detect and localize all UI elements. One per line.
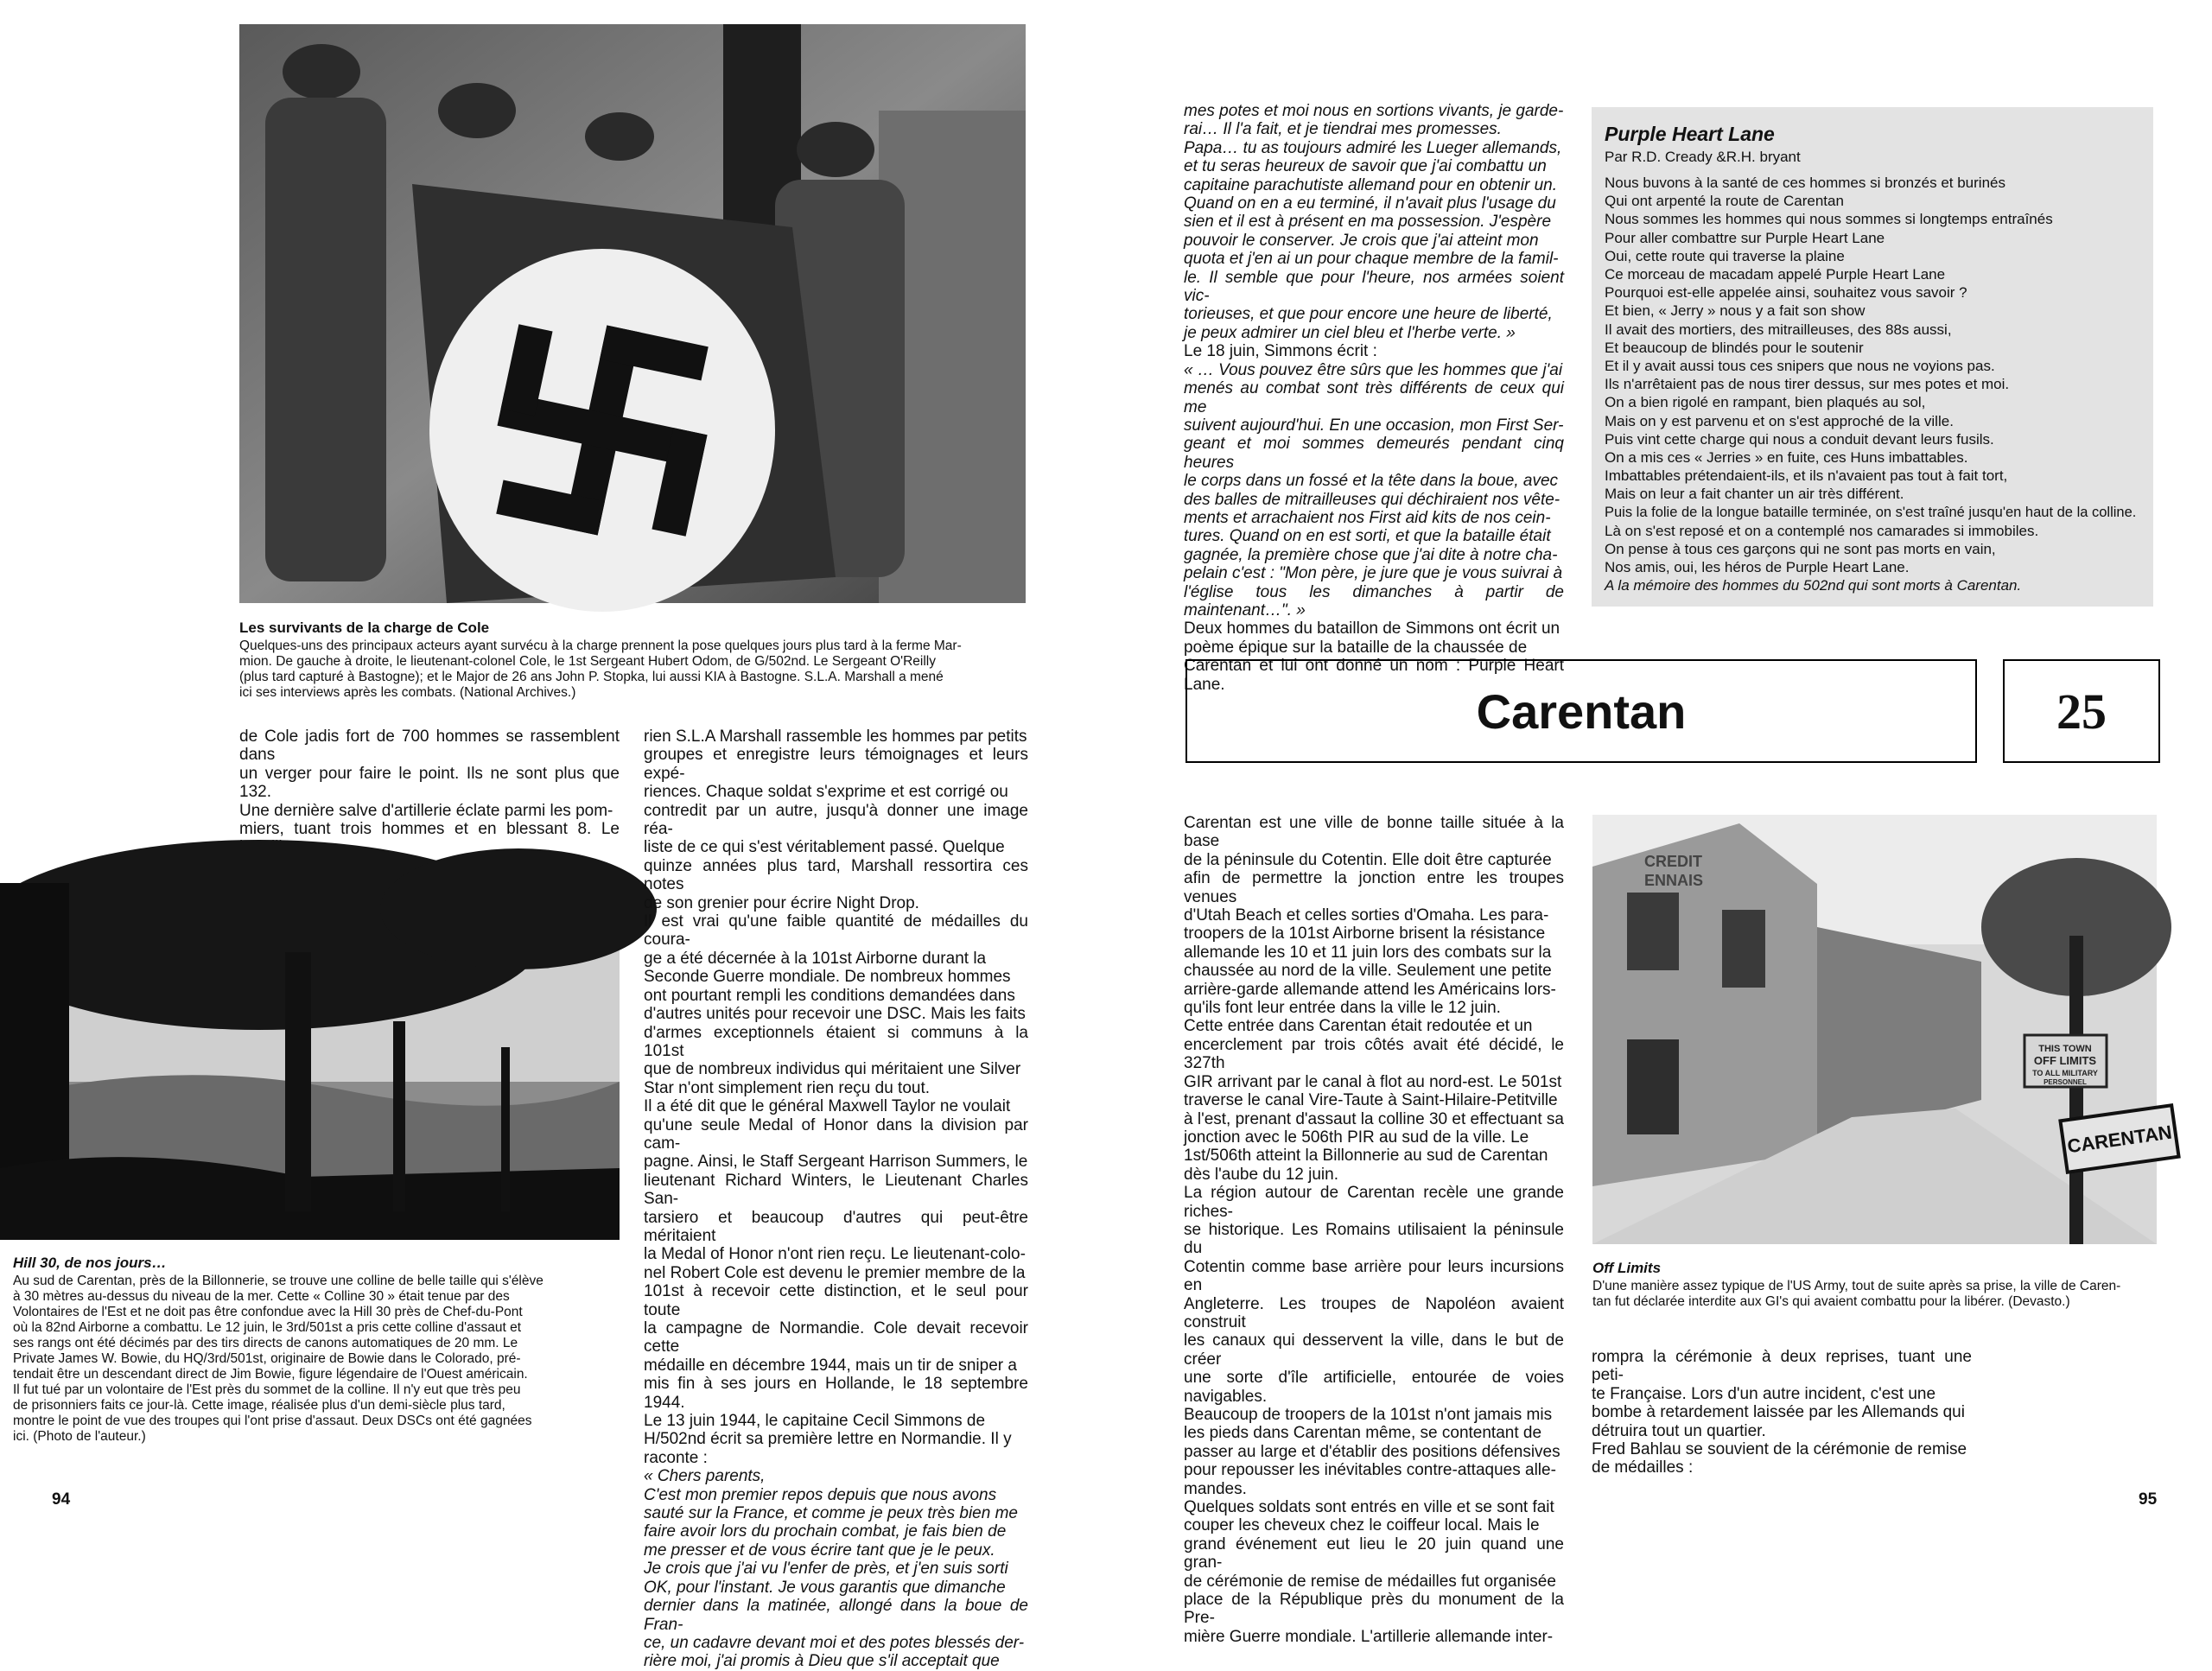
text-line: de médailles : bbox=[1592, 1458, 1694, 1477]
text-line: rien S.L.A Marshall rassemble les hommes par petits bbox=[644, 727, 1027, 746]
text-line: bombe à retardement laissée par les Allemands qui bbox=[1592, 1403, 1965, 1422]
text-line: couper les cheveux chez le coiffeur local. Mais le bbox=[1184, 1516, 1540, 1535]
text-line: H/502nd écrit sa première lettre en Normandie. Il y bbox=[644, 1430, 1012, 1449]
text-line: nel Robert Cole est devenu le premier membre de la bbox=[644, 1263, 1026, 1282]
caption-line: Quelques-uns des principaux acteurs ayant survécu à la charge prennent la pose quelques jours plus tard à la ferme Mar- bbox=[239, 639, 962, 653]
text-line: ge a été décernée à la 101st Airborne durant la bbox=[644, 949, 987, 968]
poem-line: Qui ont arpenté la route de Carentan bbox=[1605, 193, 1844, 210]
poem-dedication: A la mémoire des hommes du 502nd qui sont morts à Carentan. bbox=[1605, 577, 2022, 594]
text-line: pagne. Ainsi, le Staff Sergeant Harrison Summers, le bbox=[644, 1153, 1028, 1172]
photo2-caption bbox=[13, 1274, 626, 1445]
text-line: de la péninsule du Cotentin. Elle doit être capturée bbox=[1184, 850, 1552, 869]
text-line: la Medal of Honor n'ont rien reçu. Le lieutenant-colo- bbox=[644, 1245, 1026, 1264]
poem-body bbox=[1605, 174, 2149, 595]
text-line: liste de ce qui s'est véritablement passé. Quelque bbox=[644, 838, 1005, 857]
text-line: afin de permettre la jonction entre les troupes venues bbox=[1184, 869, 1564, 906]
text-line: quinze années plus tard, Marshall ressortira ces notes bbox=[644, 856, 1028, 894]
text-line: groupes et enregistre leurs témoignages et leurs expé- bbox=[644, 746, 1028, 783]
text-line: grand événement eut lieu le 20 juin quand une gran- bbox=[1184, 1534, 1564, 1573]
poem-sidebar bbox=[1592, 107, 2153, 607]
text-line: mes potes et moi nous en sortions vivants, je garde- bbox=[1184, 102, 1564, 120]
text-line: quota et j'en ai un pour chaque membre de la famil- bbox=[1184, 250, 1559, 269]
caption-line: à 30 mètres au-dessus du niveau de la mer. Cette « Colline 30 » était tenue par des bbox=[13, 1289, 510, 1304]
text-line: détruira tout un quartier. bbox=[1592, 1421, 1766, 1440]
text-line: C'est mon premier repos depuis que nous avons bbox=[644, 1485, 997, 1504]
caption-line: Au sud de Carentan, près de la Billonnerie, se trouve une colline de belle taille qui s'élève bbox=[13, 1274, 543, 1288]
text-line: rompra la cérémonie à deux reprises, tuant une peti- bbox=[1592, 1348, 1972, 1385]
text-line: menés au combat sont très différents de ceux qui me bbox=[1184, 379, 1564, 416]
text-line: te Française. Lors d'un autre incident, c'est une bbox=[1592, 1384, 1936, 1403]
text-line: Angleterre. Les troupes de Napoléon avaient construit bbox=[1184, 1294, 1564, 1331]
text-line: jonction avec le 506th PIR au sud de la ville. Le bbox=[1184, 1128, 1529, 1147]
text-line: ments et arrachaient nos First aid kits de nos cein- bbox=[1184, 508, 1551, 527]
text-line: 101st à recevoir cette distinction, et le seul pour toute bbox=[644, 1282, 1028, 1319]
poem-line: Il avait des mortiers, des mitrailleuses, des 88s aussi, bbox=[1605, 321, 1952, 338]
page-number-left: 94 bbox=[52, 1490, 71, 1509]
text-line: les pieds dans Carentan même, se contentant de bbox=[1184, 1424, 1542, 1443]
photo1-caption-title: Les survivants de la charge de Cole bbox=[239, 619, 490, 636]
text-line: pouvoir le conserver. Je crois que j'ai atteint mon bbox=[1184, 231, 1539, 250]
text-line: d'armes exceptionnels étaient si communs à la 101st bbox=[644, 1023, 1028, 1060]
caption-line: tan fut déclarée interdite aux GI's qui avaient combattu pour la libérer. (Devasto.) bbox=[1592, 1294, 2070, 1309]
photo3-caption-title: Off Limits bbox=[1592, 1260, 1662, 1276]
text-line: capitaine parachutiste allemand pour en obtenir un. bbox=[1184, 175, 1558, 194]
text-line: de cérémonie de remise de médailles fut organisée bbox=[1184, 1572, 1556, 1591]
poem-title: Purple Heart Lane bbox=[1605, 123, 1775, 145]
text-line: tures. Quand on en est sorti, et que la bataille était bbox=[1184, 527, 1551, 546]
poem-line: Puis la folie de la longue bataille terminée, on s'est traîné jusqu'en haut de la colline. bbox=[1605, 504, 2137, 520]
text-line: Cotentin comme base arrière pour leurs incursions en bbox=[1184, 1257, 1564, 1295]
caption-line: ici ses interviews après les combats. (National Archives.) bbox=[239, 685, 576, 700]
text-line: Star n'ont simplement rien reçu du tout. bbox=[644, 1078, 931, 1097]
text-line: les canaux qui desservent la ville, dans le but de créer bbox=[1184, 1331, 1564, 1369]
text-line: rière moi, j'ai promis à Dieu que s'il acceptait que bbox=[644, 1652, 1000, 1671]
text-line: d'autres unités pour recevoir une DSC. Mais les faits bbox=[644, 1005, 1026, 1024]
poem-line: Nous sommes les hommes qui nous sommes si longtemps entraînés bbox=[1605, 211, 2053, 228]
text-line: se historique. Les Romains utilisaient la péninsule du bbox=[1184, 1220, 1564, 1258]
text-line: mière Guerre mondiale. L'artillerie allemande inter- bbox=[1184, 1627, 1554, 1646]
poem-line: Là on s'est reposé et on a contemplé nos camarades si immobiles. bbox=[1605, 522, 2039, 539]
text-line: encerclement par trois côtés avait été décidé, le 327th bbox=[1184, 1035, 1564, 1073]
text-line: arrière-garde allemande attend les Américains lors- bbox=[1184, 980, 1556, 999]
text-line: rai… Il l'a fait, et je tiendrai mes promesses. bbox=[1184, 120, 1502, 139]
text-line: 1st/506th atteint la Billonnerie au sud de Carentan bbox=[1184, 1147, 1548, 1166]
text-line: gagnée, la première chose que j'ai dite à notre cha- bbox=[1184, 545, 1558, 564]
text-line: torieuses, et que pour encore une heure de liberté, bbox=[1184, 305, 1553, 324]
caption-line: montre le point de vue des troupes qui l'ont prise d'assaut. Deux DSCs ont été gagnées bbox=[13, 1414, 532, 1428]
text-line: ont pourtant rempli les conditions demandées dans bbox=[644, 986, 1015, 1005]
photo-hill-30 bbox=[0, 883, 620, 1240]
chapter-number: 25 bbox=[2056, 683, 2107, 740]
poem-line: On a mis ces « Jerries » en fuite, ces Huns imbattables. bbox=[1605, 449, 1968, 467]
text-line: passer au large et d'établir des positions défensives bbox=[1184, 1442, 1560, 1461]
poem-line: Ils n'arrêtaient pas de nous tirer dessus, sur mes potes et moi. bbox=[1605, 376, 2010, 393]
text-line: un verger pour faire le point. Ils ne sont plus que 132. bbox=[239, 764, 620, 802]
caption-line: Il fut tué par un volontaire de l'Est près du sommet de la colline. Il n'y eut que très peu bbox=[13, 1382, 521, 1397]
sign-military: TO ALL MILITARY bbox=[2032, 1069, 2098, 1077]
text-line: poème épique sur la bataille de la chaussée de bbox=[1184, 638, 1528, 657]
poem-line: Et bien, « Jerry » nous y a fait son show bbox=[1605, 302, 1866, 320]
caption-line: ici. (Photo de l'auteur.) bbox=[13, 1429, 146, 1444]
text-line: médaille en décembre 1944, mais un tir de sniper a bbox=[644, 1356, 1017, 1375]
caption-line: où la 82nd Airborne a combattu. Le 12 juin, le 3rd/501st a pris cette colline d'assaut et bbox=[13, 1320, 522, 1335]
text-line: Quelques soldats sont entrés en ville et se sont fait bbox=[1184, 1498, 1554, 1517]
text-line: qu'une seule Medal of Honor dans la division par cam- bbox=[644, 1115, 1028, 1153]
text-line: me presser et de vous écrire tant que je le peux. bbox=[644, 1541, 995, 1560]
text-column-4 bbox=[1184, 814, 1564, 1646]
text-line: Il a été dit que le général Maxwell Taylor ne voulait bbox=[644, 1097, 1011, 1116]
text-line: sien et il est à présent en ma possession. J'espère bbox=[1184, 213, 1552, 232]
caption-line: mion. De gauche à droite, le lieutenant-colonel Cole, le 1st Sergeant Hubert Odom, de G/502nd. Le Sergeant O'Reilly bbox=[239, 654, 936, 669]
text-line: le corps dans un fossé et la tête dans la boue, avec bbox=[1184, 472, 1559, 491]
text-line: « Chers parents, bbox=[644, 1467, 766, 1486]
sign-ennais: ENNAIS bbox=[1644, 872, 1704, 889]
text-line: GIR arrivant par le canal à flot au nord-est. Le 501st bbox=[1184, 1072, 1562, 1091]
poem-line: Mais on leur a fait chanter un air très différent. bbox=[1605, 486, 1904, 503]
text-line: troopers de la 101st Airborne brisent la résistance bbox=[1184, 924, 1546, 944]
text-line: traverse le canal Vire-Taute à Saint-Hilaire-Petitville bbox=[1184, 1091, 1558, 1110]
text-line: Seconde Guerre mondiale. De nombreux hommes bbox=[644, 968, 1011, 987]
text-line: Le 13 juin 1944, le capitaine Cecil Simmons de bbox=[644, 1412, 986, 1431]
poem-line: Pourquoi est-elle appelée ainsi, souhaitez vous savoir ? bbox=[1605, 284, 1967, 302]
text-column-2 bbox=[644, 727, 1028, 1671]
chapter-number-box bbox=[2003, 659, 2160, 763]
text-column-3 bbox=[1184, 102, 1564, 694]
text-line: sauté sur la France, et comme je peux très bien me bbox=[644, 1504, 1018, 1523]
text-line: OK, pour l'instant. Je vous garantis que dimanche bbox=[644, 1578, 1006, 1597]
poem-line: Oui, cette route qui traverse la plaine bbox=[1605, 247, 1845, 264]
text-line: riences. Chaque soldat s'exprime et est corrigé ou bbox=[644, 783, 1008, 802]
text-line: que de nombreux individus qui méritaient une Silver bbox=[644, 1060, 1021, 1079]
photo-hill-30-image bbox=[0, 883, 620, 1240]
poem-line: Nos amis, oui, les héros de Purple Heart Lane. bbox=[1605, 559, 1910, 576]
text-line: Deux hommes du bataillon de Simmons ont écrit un bbox=[1184, 619, 1560, 639]
text-line: de son grenier pour écrire Night Drop. bbox=[644, 893, 919, 912]
text-line: mandes. bbox=[1184, 1479, 1247, 1498]
text-line: et tu seras heureux de savoir que j'ai combattu un bbox=[1184, 157, 1547, 176]
photo-carentan-street-image bbox=[1592, 815, 2174, 1244]
sign-personnel: PERSONNEL bbox=[2044, 1078, 2087, 1086]
text-line: Beaucoup de troopers de la 101st n'ont jamais mis bbox=[1184, 1406, 1553, 1424]
caption-line: de prisonniers faits ce jour-là. Cette image, réalisée plus d'un demi-siècle plus tard, bbox=[13, 1398, 505, 1413]
poem-line: Et il y avait aussi tous ces snipers que nous ne voyions pas. bbox=[1605, 358, 1995, 375]
poem-line: Et beaucoup de blindés pour le soutenir bbox=[1605, 339, 1864, 356]
text-line: suivent aujourd'hui. En une occasion, mon First Ser- bbox=[1184, 416, 1564, 435]
text-line: l'église tous les dimanches à partir de maintenant…". » bbox=[1184, 582, 1564, 619]
text-line: le. Il semble que pour l'heure, nos armées soient vic- bbox=[1184, 268, 1564, 306]
text-line: dès l'aube du 12 juin. bbox=[1184, 1165, 1338, 1184]
chapter-title: Carentan bbox=[1476, 683, 1687, 739]
poem-line: Ce morceau de macadam appelé Purple Heart Lane bbox=[1605, 266, 1946, 283]
page-number-right: 95 bbox=[2139, 1490, 2158, 1509]
text-line: allemande les 10 et 11 juin lors des combats sur la bbox=[1184, 943, 1552, 962]
text-line: une sorte d'île artificielle, entourée de voies navigables. bbox=[1184, 1369, 1564, 1406]
text-line: raconte : bbox=[644, 1448, 708, 1467]
caption-line: (plus tard capturé à Bastogne); et le Major de 26 ans John P. Stopka, lui aussi KIA à Bastogne. S.L.A. Marshall a mené bbox=[239, 670, 944, 684]
poem-line: Mais on y est parvenu et on s'est approché de la ville. bbox=[1605, 412, 1954, 429]
sign-this-town: THIS TOWN bbox=[2038, 1044, 2092, 1054]
sign-credit: CREDIT bbox=[1644, 853, 1702, 870]
text-line: qu'ils font leur entrée dans la ville le 12 juin. bbox=[1184, 999, 1501, 1018]
text-line: de Cole jadis fort de 700 hommes se rassemblent dans bbox=[239, 727, 620, 765]
text-line: Cette entrée dans Carentan était redoutée et un bbox=[1184, 1017, 1533, 1036]
text-line: je peux admirer un ciel bleu et l'herbe verte. » bbox=[1184, 323, 1516, 342]
photo-carentan-street bbox=[1592, 815, 2174, 1244]
photo-cole-survivors-image bbox=[239, 24, 1026, 603]
text-line: à l'est, prenant d'assaut la colline 30 et effectuant sa bbox=[1184, 1109, 1564, 1128]
caption-line: D'une manière assez typique de l'US Army, tout de suite après sa prise, la ville de Caren- bbox=[1592, 1279, 2121, 1293]
poem-line: Puis vint cette charge qui nous a conduit devant leurs fusils. bbox=[1605, 430, 1994, 448]
text-line: Carentan et lui ont donné un nom : Purple Heart Lane. bbox=[1184, 657, 1564, 694]
text-line: faire avoir lors du prochain combat, je fais bien de bbox=[644, 1522, 1007, 1541]
text-line: place de la République près du monument de la Pre- bbox=[1184, 1591, 1564, 1628]
text-line: Papa… tu as toujours admiré les Lueger allemands, bbox=[1184, 138, 1562, 157]
text-line: des balles de mitrailleuses qui déchiraient nos vête- bbox=[1184, 490, 1560, 509]
photo-cole-survivors bbox=[239, 24, 1026, 603]
caption-line: Private James W. Bowie, du HQ/3rd/501st, originaire de Bowie dans le Colorado, pré- bbox=[13, 1351, 521, 1366]
poem-line: On pense à tous ces garçons qui ne sont pas morts en vain, bbox=[1605, 541, 1996, 558]
poem-line: Nous buvons à la santé de ces hommes si bronzés et burinés bbox=[1605, 175, 2005, 191]
caption-line: Volontaires de l'Est et ne doit pas être confondue avec la Hill 30 près de Chef-du-Pont bbox=[13, 1305, 523, 1319]
text-line: Une dernière salve d'artillerie éclate parmi les pom- bbox=[239, 801, 613, 820]
text-line: « … Vous pouvez être sûrs que les hommes que j'ai bbox=[1184, 360, 1563, 379]
text-line: chaussée au nord de la ville. Seulement une petite bbox=[1184, 962, 1552, 981]
text-line: Carentan est une ville de bonne taille située à la base bbox=[1184, 814, 1564, 851]
text-line: dernier dans la matinée, allongé dans la boue de Fran- bbox=[644, 1597, 1028, 1634]
caption-line: tendait être un descendant direct de Jim Bowie, figure légendaire de l'Ouest américain. bbox=[13, 1367, 528, 1382]
caption-line: ses rangs ont été décimés par des tirs directs de canons automatiques de 20 mm. Le bbox=[13, 1336, 518, 1350]
photo2-caption-title: Hill 30, de nos jours… bbox=[13, 1255, 167, 1271]
text-line: contredit par un autre, jusqu'à donner une image réa- bbox=[644, 801, 1028, 839]
text-line: lieutenant Richard Winters, le Lieutenant Charles San- bbox=[644, 1171, 1028, 1209]
text-line: La région autour de Carentan recèle une grande riches- bbox=[1184, 1184, 1564, 1221]
poem-line: Pour aller combattre sur Purple Heart Lane bbox=[1605, 229, 1885, 246]
chapter-title-box bbox=[1185, 659, 1977, 763]
text-line: pelain c'est : "Mon père, je jure que je vous suivrai à bbox=[1184, 564, 1563, 583]
photo3-caption bbox=[1592, 1279, 2163, 1310]
text-line: Fred Bahlau se souvient de la cérémonie de remise bbox=[1592, 1440, 1967, 1459]
text-line: mis fin à ses jours en Hollande, le 18 septembre 1944. bbox=[644, 1375, 1028, 1412]
text-line: Quand on en a eu terminé, il n'avait plus l'usage du bbox=[1184, 194, 1556, 213]
text-column-5 bbox=[1592, 1348, 1972, 1477]
photo1-caption bbox=[239, 639, 1026, 701]
sign-off-limits: OFF LIMITS bbox=[2033, 1054, 2097, 1067]
text-line: pour repousser les inévitables contre-attaques alle- bbox=[1184, 1461, 1556, 1480]
sign-carentan: CARENTAN bbox=[2066, 1121, 2174, 1158]
text-line: d'Utah Beach et celles sorties d'Omaha. Les para- bbox=[1184, 906, 1549, 925]
text-line: Il est vrai qu'une faible quantité de médailles du coura- bbox=[644, 912, 1028, 950]
poem-byline: Par R.D. Cready &R.H. bryant bbox=[1605, 149, 1801, 165]
poem-line: On a bien rigolé en rampant, bien plaqués au sol, bbox=[1605, 394, 1926, 411]
text-line: Je crois que j'ai vu l'enfer de près, et j'en suis sorti bbox=[644, 1560, 1008, 1579]
text-line: Le 18 juin, Simmons écrit : bbox=[1184, 342, 1377, 361]
text-line: geant et moi sommes demeurés pendant cinq heures bbox=[1184, 435, 1564, 472]
text-line: la campagne de Normandie. Cole devait recevoir cette bbox=[644, 1319, 1028, 1356]
text-line: miers, tuant trois hommes et en blessant 8. Le bbox=[239, 820, 620, 839]
text-line: ce, un cadavre devant moi et des potes blessés der- bbox=[644, 1633, 1025, 1652]
text-line: tarsiero et beaucoup d'autres qui peut-être méritaient bbox=[644, 1208, 1028, 1245]
poem-line: Imbattables prétendaient-ils, et ils n'avaient pas tout à fait tort, bbox=[1605, 467, 2008, 485]
